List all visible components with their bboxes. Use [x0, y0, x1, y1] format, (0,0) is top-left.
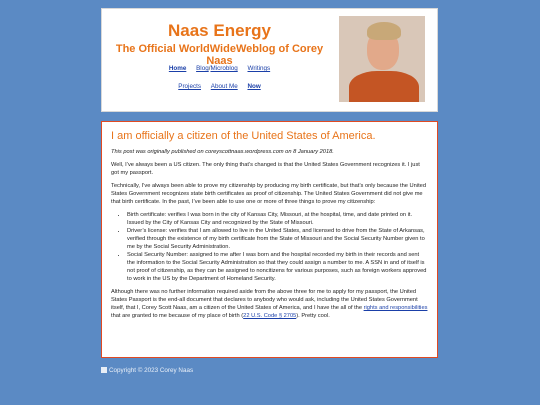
nav-home-link[interactable]: Home	[168, 65, 187, 72]
post-paragraph-1: Well, I’ve always been a US citizen. The only thing that’s changed is that the United States Government recognizes it. I just got my passport.	[111, 162, 420, 176]
post-origin-note: This post was originally published on coreyscottnaas.wordpress.com on 8 January 2018.	[111, 149, 334, 155]
footer-badge-icon	[101, 367, 107, 373]
p3-text-end: ). Pretty cool.	[296, 313, 330, 319]
site-header	[101, 8, 438, 112]
list-item-drivers-license: • Driver’s license: verifies that I am allowed to live in the United States, and licensed to drive from the State of Arkansas, verified through the existence of my birth certificate from the State of Missouri and the Social Security Number given to me by the Social Security Administration.	[127, 227, 428, 251]
us-code-link[interactable]: 22 U.S. Code § 2705	[243, 313, 297, 319]
post-paragraph-2: Technically, I’ve always been able to prove my citizenship by producing my birth certificate, but that’s only because the United States Government recognizes state birth certificates as proof of citizenship. The United States Government did not give me that birth certificate. In the past, I’ve been able to use one or more of three things to prove my citizenship:	[111, 183, 426, 205]
p3-text-start: Although there was no further information required aside from the above three for me to apply for my passport, the United States Passport is the end-all document that declares to anybody who would ask, including the United States Government itself, that I, Corey Scott Naas, am a citizen of the United States of America, and I have the all of the	[111, 289, 418, 311]
blog-post	[101, 121, 438, 358]
post-title: I am officially a citizen of the United States of America.	[111, 130, 376, 142]
list-item-ssn: • Social Security Number: assigned to me after I was born and the hospital recorded my birth in their records and sent the information to the Social Security Administration so that they could assign a number to me. A SSN in and of itself is not proof of citizenship, as they can be assigned to noncitizens for various purposes, such as foreign workers approved to work in the US by the Department of Homeland Security.	[127, 251, 428, 283]
nav-now-link[interactable]: Now	[247, 83, 261, 90]
list-item-birth-certificate: • Birth certificate: verifies I was born in the city of Kansas City, Missouri, at the hospital, time, and date printed on it. Issued by the City of Kansas City and recognized by the State of Missouri.	[127, 211, 428, 227]
nav-about-link[interactable]: About Me	[210, 83, 238, 90]
rights-responsibilities-link[interactable]: rights and responsibilities	[363, 305, 428, 311]
nav-microblog-link[interactable]: Microblog	[210, 65, 238, 72]
author-avatar	[339, 16, 425, 102]
nav-writings-link[interactable]: Writings	[247, 65, 271, 72]
site-title: Naas Energy	[168, 21, 271, 40]
nav-blog-link[interactable]: Blog	[196, 65, 209, 72]
site-footer	[101, 367, 193, 374]
proof-list	[111, 211, 428, 283]
p3-text-middle: that are granted to me because of my place of birth (	[111, 313, 244, 319]
avatar-shirt	[349, 71, 419, 102]
avatar-hair	[367, 22, 401, 40]
nav-separator: /	[208, 65, 211, 72]
copyright-text: Copyright © 2023 Corey Naas	[109, 367, 194, 374]
site-subtitle: The Official WorldWideWeblog of Corey Naas	[115, 43, 324, 67]
nav-row-1	[102, 65, 337, 72]
post-paragraph-3	[111, 288, 428, 320]
nav-projects-link[interactable]: Projects	[178, 83, 201, 90]
nav-row-2	[102, 83, 337, 90]
